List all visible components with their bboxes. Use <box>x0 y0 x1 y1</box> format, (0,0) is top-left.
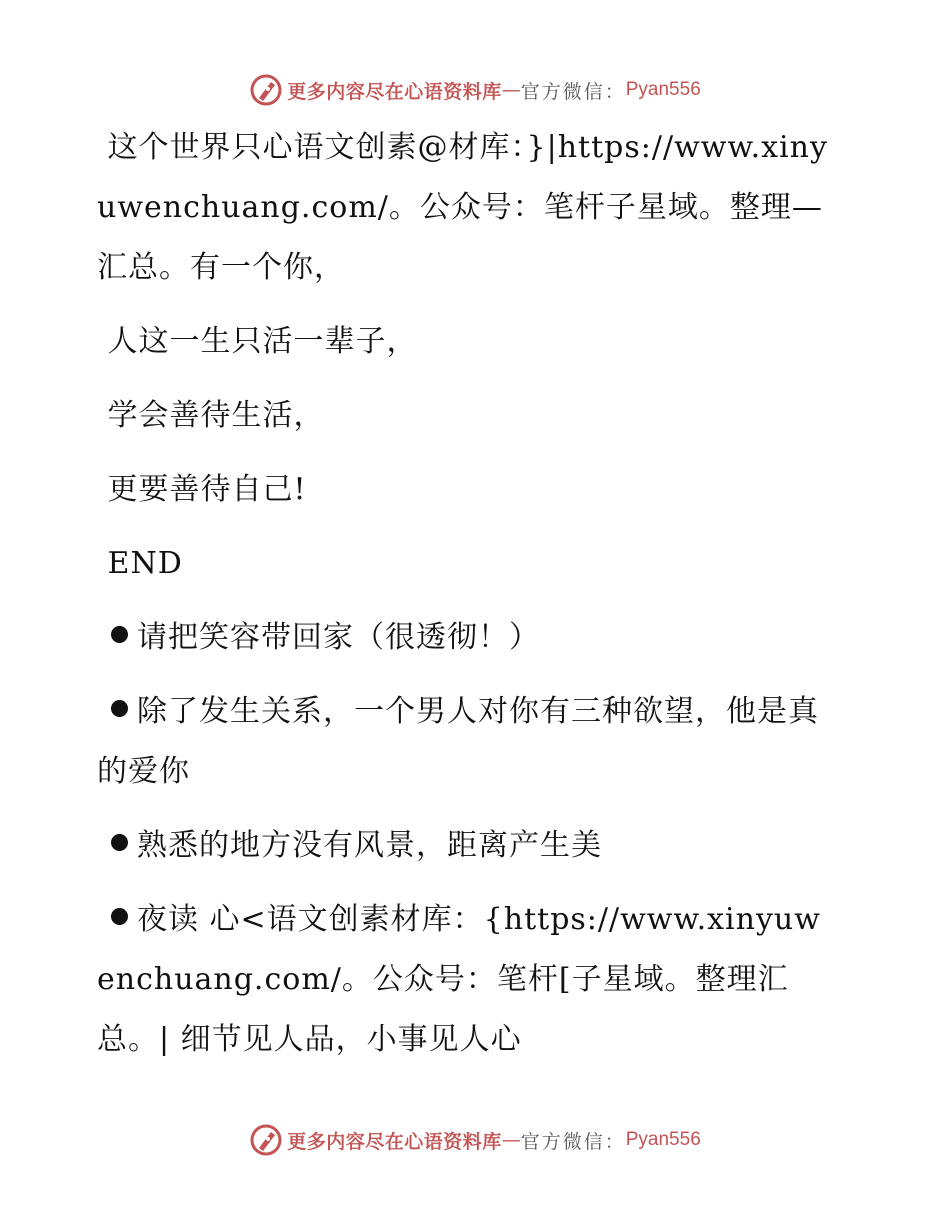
bullet-text: 熟悉的地方没有风景，距离产生美 <box>137 828 602 863</box>
bullet-dot-icon <box>111 626 128 643</box>
bullet-item-4 <box>97 890 837 1070</box>
intro-paragraph: 这个世界只心语文创素@材库：}|https://www.xinyuwenchuang.com/。公众号：笔杆子星域。整理—汇总。有一个你， <box>97 130 828 285</box>
paragraph-line-1: 人这一生只活一辈子， <box>97 324 418 359</box>
footer-banner <box>0 1120 950 1160</box>
end-marker: END <box>97 546 183 581</box>
banner-wechat-label: 官方微信： <box>520 80 626 103</box>
banner-wechat-label: 官方微信： <box>520 1130 626 1153</box>
paragraph-line-2: 学会善待生活， <box>97 398 325 433</box>
header-banner <box>0 70 950 110</box>
bullet-item-1 <box>97 608 837 668</box>
bullet-dot-icon <box>111 834 128 851</box>
bullet-text: 请把笑容带回家（很透彻！） <box>137 620 540 655</box>
bullet-text: 除了发生关系，一个男人对你有三种欲望，他是真的爱你 <box>97 694 819 789</box>
banner-main-text: 更多内容尽在心语资料库 <box>287 1130 502 1153</box>
banner-main-text: 更多内容尽在心语资料库 <box>287 80 502 103</box>
bullet-item-2 <box>97 682 837 802</box>
banner-wechat-id: Pyan556 <box>625 1129 701 1150</box>
paragraph-line-3: 更要善待自己! <box>97 472 307 507</box>
bullet-item-3 <box>97 816 837 876</box>
document-body <box>97 118 837 1084</box>
banner-dash: — <box>501 1129 521 1151</box>
banner-dash: — <box>501 79 521 101</box>
pen-nib-logo-icon <box>249 1123 283 1157</box>
banner-wechat-id: Pyan556 <box>625 79 701 100</box>
pen-nib-logo-icon <box>249 73 283 107</box>
bullet-text: 夜读 心<语文创素材库：{https://www.xinyuwenchuang.com/。公众号：笔杆[子星域。整理汇总。| 细节见人品，小事见人心 <box>97 902 821 1057</box>
bullet-dot-icon <box>111 700 128 717</box>
bullet-dot-icon <box>111 908 128 925</box>
